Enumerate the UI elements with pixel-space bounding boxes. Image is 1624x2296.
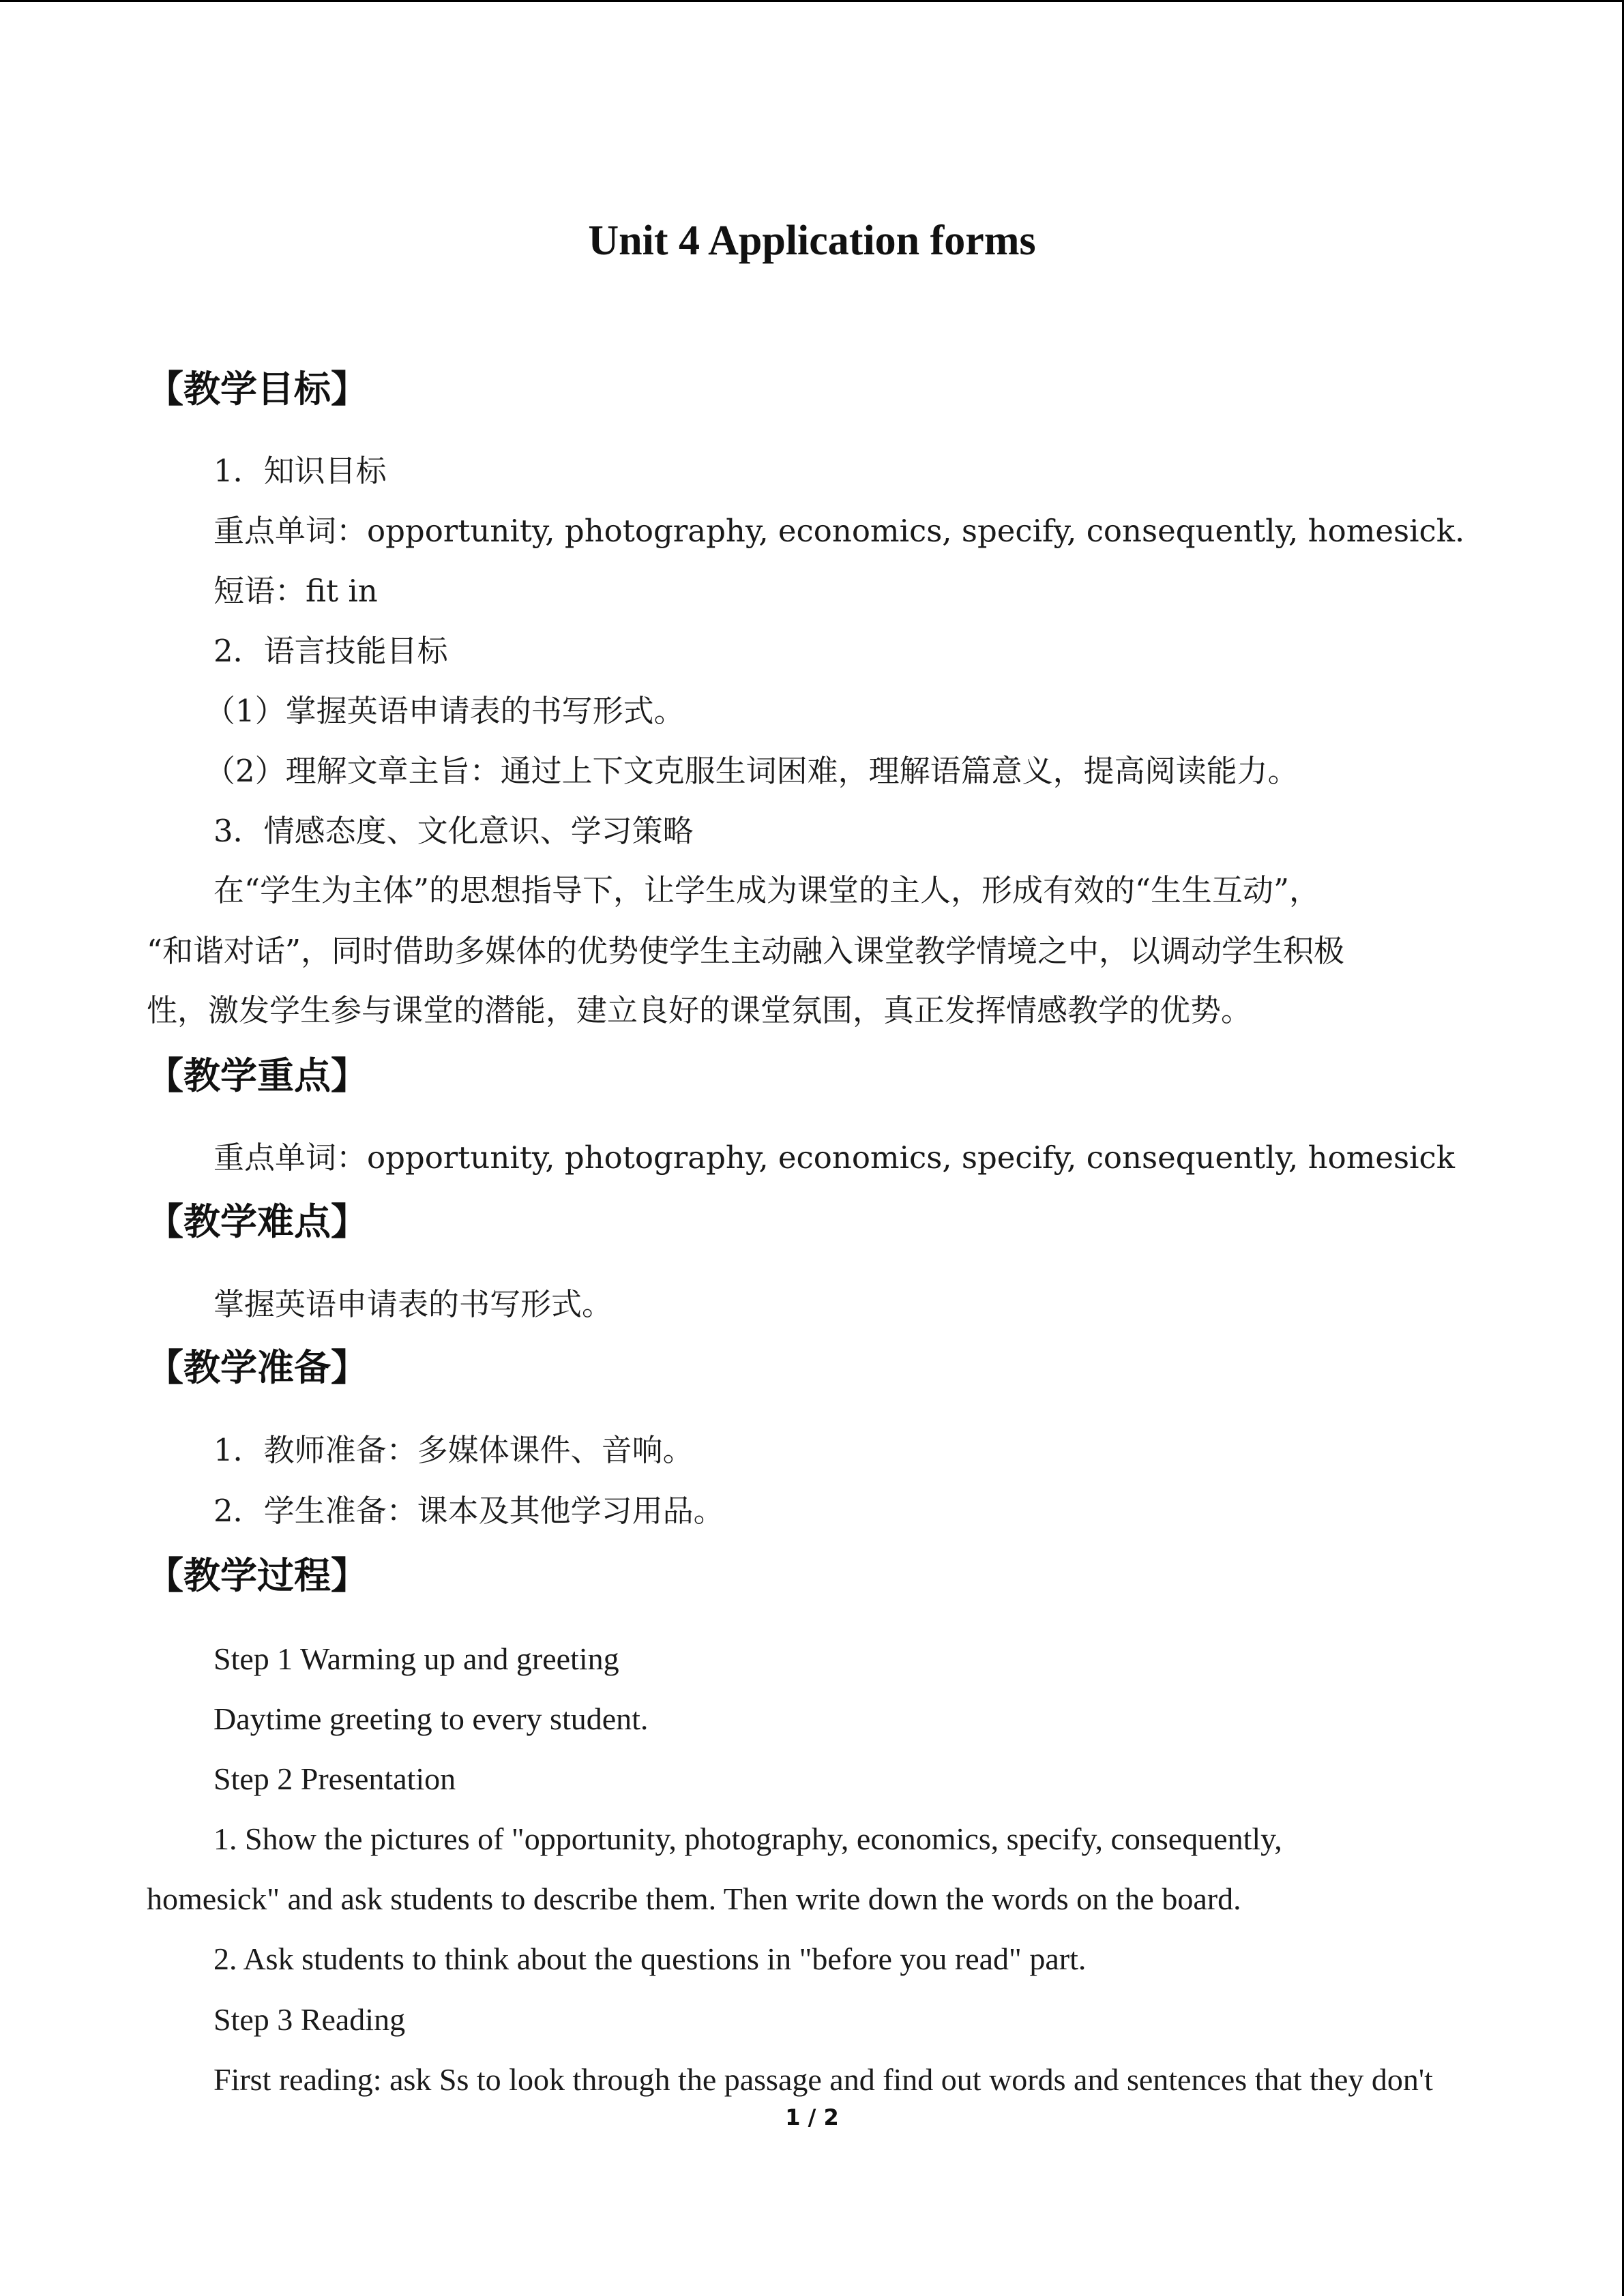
section-heading-preparation: 【教学准备】: [147, 1346, 368, 1389]
student-preparation: 2．学生准备：课本及其他学习用品。: [213, 1493, 724, 1529]
knowledge-objective-label: 1．知识目标: [213, 453, 387, 489]
section-heading-key-points: 【教学重点】: [147, 1054, 368, 1097]
emotion-paragraph-line-3: 性，激发学生参与课堂的潜能，建立良好的课堂氛围，真正发挥情感教学的优势。: [147, 992, 1252, 1028]
skill-item-2: （2）理解文章主旨：通过上下文克服生词困难，理解语篇意义，提高阅读能力。: [205, 753, 1299, 789]
skill-item-1: （1）掌握英语申请表的书写形式。: [205, 693, 685, 729]
step-1-text: Daytime greeting to every student.: [213, 1701, 649, 1736]
difficulties-text: 掌握英语申请表的书写形式。: [213, 1286, 613, 1322]
step-3-title: Step 3 Reading: [213, 2002, 406, 2037]
section-heading-difficulties: 【教学难点】: [147, 1200, 368, 1243]
step-2-item-2: 2. Ask students to think about the questions in "before you read" part.: [213, 1941, 1087, 1976]
phrases-line: 短语：fit in: [213, 573, 378, 609]
emotion-paragraph-line-2: “和谐对话”，同时借助多媒体的优势使学生主动融入课堂教学情境之中，以调动学生积极: [147, 933, 1345, 969]
step-1-title: Step 1 Warming up and greeting: [213, 1641, 619, 1676]
emotion-objective-label: 3．情感态度、文化意识、学习策略: [213, 813, 694, 849]
step-3-text: First reading: ask Ss to look through the passage and find out words and sentences that they don't: [213, 2062, 1433, 2097]
skills-objective-label: 2．语言技能目标: [213, 633, 448, 669]
teacher-preparation: 1．教师准备：多媒体课件、音响。: [213, 1432, 694, 1468]
emotion-paragraph-line-1: 在“学生为主体”的思想指导下，让学生成为课堂的主人，形成有效的“生生互动”，: [213, 872, 1320, 908]
step-2-item-1-line-2: homesick" and ask students to describe them. Then write down the words on the board.: [147, 1881, 1241, 1916]
section-heading-objectives: 【教学目标】: [147, 368, 368, 411]
section-heading-process: 【教学过程】: [147, 1554, 368, 1597]
page-number: 1 / 2: [785, 2104, 839, 2130]
key-points-text: 重点单词：opportunity, photography, economics, specify, consequently, homesick: [213, 1139, 1455, 1176]
key-words-line: 重点单词：opportunity, photography, economics, specify, consequently, homesick.: [213, 513, 1465, 549]
document-title: Unit 4 Application forms: [588, 218, 1036, 264]
step-2-title: Step 2 Presentation: [213, 1761, 456, 1796]
step-2-item-1-line-1: 1. Show the pictures of "opportunity, photography, economics, specify, consequently,: [213, 1821, 1282, 1856]
